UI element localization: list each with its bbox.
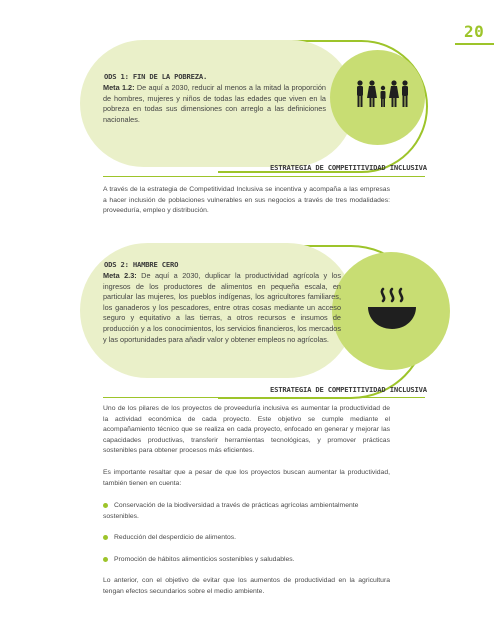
ods2-meta-label: Meta 2.3: [103, 271, 137, 280]
strategy1-heading: ESTRATEGIA DE COMPETITIVIDAD INCLUSIVA [270, 163, 427, 172]
family-icon [354, 80, 411, 108]
bullet-dot [103, 503, 108, 508]
ods2-meta [103, 271, 341, 345]
bullet-item: Promoción de hábitos alimenticios sostenibles y saludables. [103, 555, 393, 566]
bullet-item: Reducción del desperdicio de alimentos. [103, 533, 393, 544]
hot-bowl-icon [366, 285, 418, 331]
ods1-meta-label: Meta 1.2: [103, 83, 135, 92]
page-number: 20 [464, 22, 485, 41]
strategy1-text: A través de la estrategia de Competitividad Inclusiva se incentiva y acompaña a las empresas a hacer inclusión de poblaciones vulnerables en sus negocios a través de tres modalidades: proveeduría, empleo y distribución. [103, 186, 390, 215]
bullet-item: Conservación de la biodiversidad a través de prácticas agrícolas ambientalmente sostenibles. [103, 502, 359, 520]
bullet-dot [103, 535, 108, 540]
page-number-rule [455, 43, 494, 45]
strategy2-paragraph2: Es importante resaltar que a pesar de que los proyectos buscan aumentar la productividad, también tienen en cuenta: [103, 469, 390, 487]
strategy2-paragraph1: Uno de los pilares de los proyectos de proveeduría inclusiva es aumentar la productividad de la actividad económica de cada proyecto. Este objetivo se cumple mediante el acompañamiento técnico que se realiza en cada proyecto, enfocado en generar y mejorar las capacidades productivas, transferir herramientas tecnológicas, y promover prácticas sostenibles para obtener procesos más eficientes. [103, 405, 390, 455]
closing-paragraph: Lo anterior, con el objetivo de evitar que los aumentos de productividad en la agricultura tengan efectos secundarios sobre el medio ambiente. [103, 577, 390, 595]
ods1-meta-text: De aquí a 2030, reducir al menos a la mitad la proporción de hombres, mujeres y niños de todas las edades que viven en la pobreza en todas sus dimensiones con arreglo a las definiciones nacionales. [103, 83, 326, 124]
strategy2-underline [103, 397, 425, 398]
strategy1-underline [103, 176, 425, 177]
bullet-dot [103, 557, 108, 562]
ods1-meta [103, 83, 326, 125]
ods1-title: ODS 1: FIN DE LA POBREZA. [104, 72, 208, 81]
strategy2-heading: ESTRATEGIA DE COMPETITIVIDAD INCLUSIVA [270, 385, 427, 394]
ods2-title: ODS 2: HAMBRE CERO [104, 260, 179, 269]
ods2-meta-text: De aquí a 2030, duplicar la productividad agrícola y los ingresos de los productores de alimentos en pequeña escala, en particular las mujeres, los pueblos indígenas, los agricultores familiares, los ganaderos y los pescadores, entre otras cosas mediante un acceso seguro y equitativo a las tierras, a otros recursos e insumos de producción y a los conocimientos, los servicios financieros, los mercados y las oportunidades para añadir valor y obtener empleos no agrícolas. [103, 271, 341, 344]
